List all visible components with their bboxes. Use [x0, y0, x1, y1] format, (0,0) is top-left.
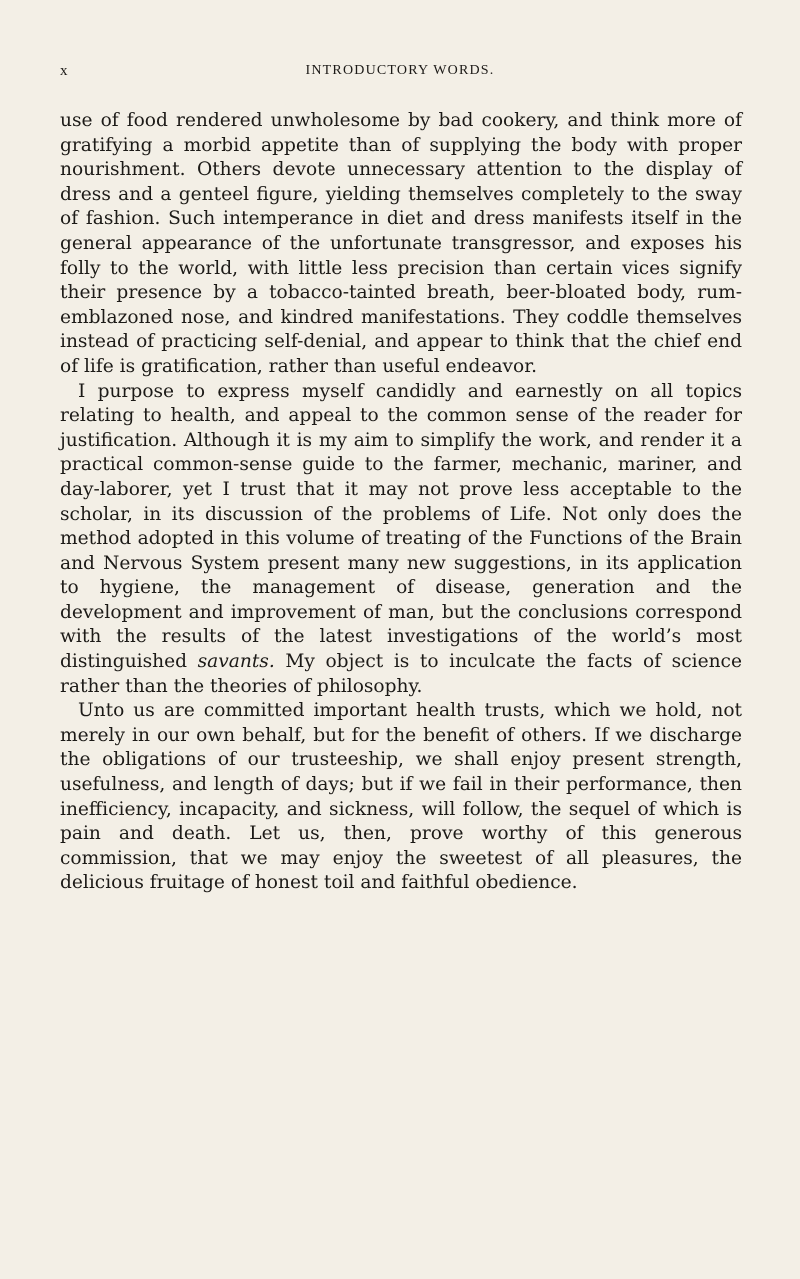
paragraph-3: Unto us are committed important health trusts, which we hold, not merely in our own behalf, but for the benefit of others. If we discharge the obligations of our trusteeship, we shall enjoy present strength, usefulness, and length of days; but if we fail in their performance, then inefficiency, incapacity, and sickness, will follow, the sequel of which is pain and death. Let us, then, prove worthy of this generous commission, that we may enjoy the sweetest of all pleasures, the delicious fruitage of honest toil and faithful obedience.: [60, 700, 742, 894]
paragraph-2-text-after: My object is to inculcate the facts of science rather than the theories of philosophy.: [60, 651, 742, 697]
paragraph-1: use of food rendered unwholesome by bad cookery, and think more of gratifying a morbid appetite than of supplying the body with proper nourishment. Others devote unnecessary attention to the display of dress and a genteel figure, yielding themselves completely to the sway of fashion. Such intemperance in diet and dress manifests itself in the general appearance of the unfortunate transgressor, and exposes his folly to the world, with little less precision than certain vices signify their presence by a tobacco-tainted breath, beer-bloated body, rum-emblazoned nose, and kindred manifestations. They coddle themselves instead of practicing self-denial, and appear to think that the chief end of life is gratification, rather than useful endeavor.: [60, 110, 742, 377]
body-text: [60, 109, 742, 896]
paragraph-2: [60, 380, 742, 700]
running-head-title: INTRODUCTORY WORDS.: [305, 63, 495, 78]
italic-term: savants.: [197, 651, 275, 673]
page-number: x: [60, 63, 69, 79]
running-head: [60, 63, 740, 83]
paragraph-2-text-before: I purpose to express myself candidly and earnestly on all topics relating to health, and appeal to the common sense of the reader for justification. Although it is my aim to simplify the work, and render it a practical common-sense guide to the farmer, mechanic, mariner, and day-laborer, yet I trust that it may not prove less acceptable to the scholar, in its discussion of the problems of Life. Not only does the method adopted in this volume of treating of the Functions of the Brain and Nervous System present many new suggestions, in its application to hygiene, the management of disease, generation and the development and improvement of man, but the conclusions correspond with the results of the latest investigations of the world’s most distinguished: [60, 380, 742, 673]
